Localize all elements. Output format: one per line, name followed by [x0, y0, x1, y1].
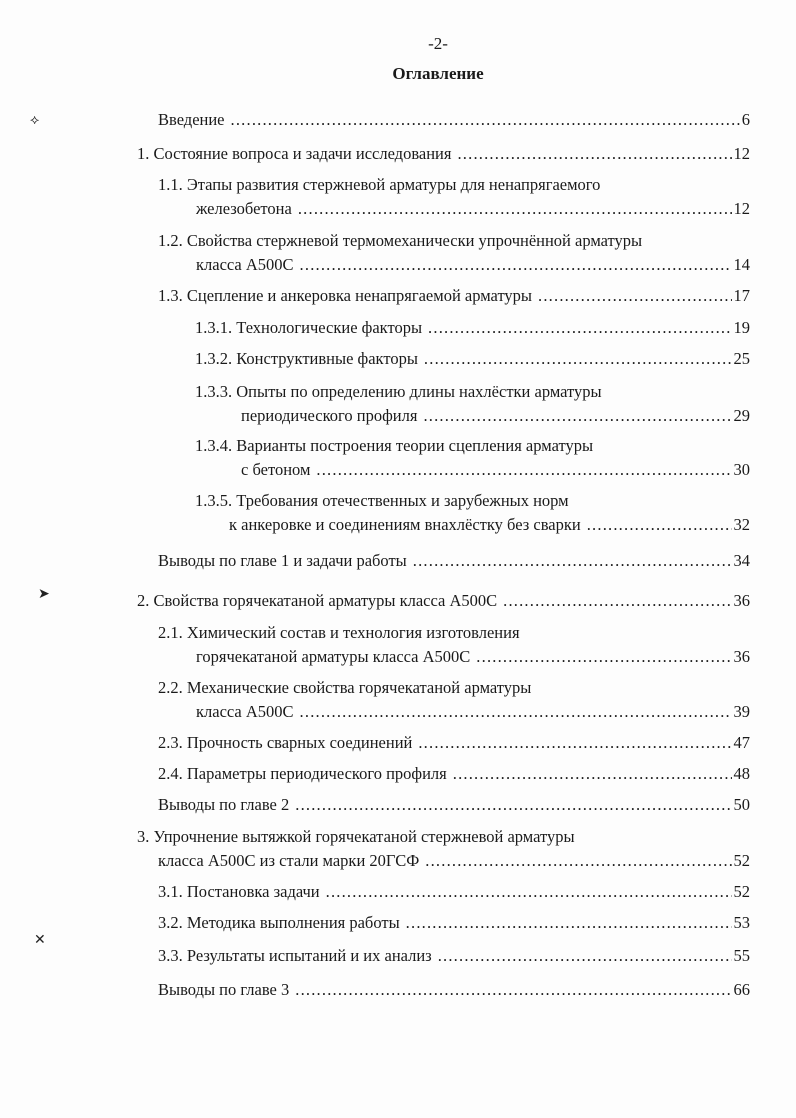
toc-entry-text: железобетона	[196, 199, 292, 218]
toc-entry-3-1[interactable]	[158, 880, 750, 904]
toc-entry-2-1[interactable]	[158, 621, 750, 669]
toc-page-number: 36	[733, 647, 750, 666]
toc-entry-text: горячекатаной арматуры класса А500С	[196, 647, 471, 666]
toc-entry-chapter-2[interactable]	[137, 589, 750, 613]
document-title: Оглавление	[392, 64, 484, 83]
toc-page-number: 55	[733, 946, 750, 965]
margin-mark-2-icon: ➤	[38, 586, 50, 602]
margin-mark-1-icon: ⟡	[30, 112, 40, 128]
toc-page-number: 17	[733, 286, 750, 305]
toc-entry-2-2[interactable]	[158, 676, 750, 724]
toc-entry-text: 3.3. Результаты испытаний и их анализ	[158, 946, 432, 965]
toc-entry-1-3-4[interactable]	[195, 434, 750, 482]
toc-entry-1-3[interactable]	[158, 284, 750, 308]
toc-page-number: 25	[733, 349, 750, 368]
toc-entry-2-4[interactable]	[158, 762, 750, 786]
toc-page-number: 52	[733, 851, 750, 870]
toc-entry-text-line-1: 1.3.4. Варианты построения теории сцепления арматуры	[195, 436, 594, 455]
toc-entry-text-line-1: 1.2. Свойства стержневой термомеханически упрочнённой арматуры	[158, 231, 643, 250]
toc-entry-text: Выводы по главе 1 и задачи работы	[158, 551, 407, 570]
toc-page-number: 14	[733, 255, 750, 274]
toc-page-number: 6	[741, 110, 750, 129]
toc-entry-text: к анкеровке и соединениям внахлёстку без сварки	[229, 515, 581, 534]
toc-page-number: 32	[733, 515, 750, 534]
toc-entry-text-line-1: 2.1. Химический состав и технология изготовления	[158, 623, 520, 642]
toc-page-number: 66	[733, 980, 750, 999]
toc-entry-1-3-5[interactable]	[195, 489, 750, 537]
toc-entry-conclusions-1[interactable]	[158, 549, 750, 573]
toc-page-number: 48	[733, 764, 750, 783]
toc-page-number: 12	[733, 144, 750, 163]
toc-page-number: 36	[733, 591, 750, 610]
toc-entry-text: Выводы по главе 2	[158, 795, 290, 814]
toc-entry-text-line-1: 1.3.5. Требования отечественных и зарубежных норм	[195, 491, 569, 510]
toc-page-number: 53	[733, 913, 750, 932]
toc-page-number: 12	[733, 199, 750, 218]
toc-entry-text-line-1: 1.1. Этапы развития стержневой арматуры для ненапрягаемого	[158, 175, 601, 194]
toc-entry-1-1[interactable]	[158, 173, 750, 221]
toc-entry-text: Введение	[158, 110, 225, 129]
toc-entry-conclusions-2[interactable]	[158, 793, 750, 817]
toc-entry-text-line-1: 1.3.3. Опыты по определению длины нахлёстки арматуры	[195, 382, 602, 401]
toc-entry-text: 3.1. Постановка задачи	[158, 882, 320, 901]
margin-mark-3-icon: ✕	[34, 932, 46, 948]
toc-entry-text: класса А500С из стали марки 20ГСФ	[158, 851, 420, 870]
toc-page-number: 19	[733, 318, 750, 337]
toc-entry-2-3[interactable]	[158, 731, 750, 755]
toc-page-number: 30	[733, 460, 750, 479]
toc-entry-text: Выводы по главе 3	[158, 980, 290, 999]
toc-entry-conclusions-3[interactable]	[158, 978, 750, 1002]
toc-page-number: 52	[733, 882, 750, 901]
toc-page-number: 39	[733, 702, 750, 721]
toc-entry-intro[interactable]	[158, 108, 750, 132]
page-number: -2-	[428, 34, 448, 53]
toc-entry-1-2[interactable]	[158, 229, 750, 277]
toc-entry-chapter-1[interactable]	[137, 142, 750, 166]
toc-entry-text: 3.2. Методика выполнения работы	[158, 913, 400, 932]
toc-entry-text: 1.3. Сцепление и анкеровка ненапрягаемой арматуры	[158, 286, 533, 305]
toc-page-number: 34	[733, 551, 750, 570]
toc-page-number: 50	[733, 795, 750, 814]
toc-entry-text: класса А500С	[196, 255, 294, 274]
toc-entry-text-line-1: 2.2. Механические свойства горячекатаной арматуры	[158, 678, 532, 697]
toc-entry-text: периодического профиля	[241, 406, 418, 425]
toc-entry-text: 1.3.2. Конструктивные факторы	[195, 349, 418, 368]
toc-entry-text: с бетоном	[241, 460, 311, 479]
toc-entry-text: 2.3. Прочность сварных соединений	[158, 733, 413, 752]
toc-entry-text: 2.4. Параметры периодического профиля	[158, 764, 447, 783]
toc-entry-text-line-1: 3. Упрочнение вытяжкой горячекатаной стержневой арматуры	[137, 827, 575, 846]
toc-entry-1-3-1[interactable]	[195, 316, 750, 340]
toc-entry-text: 2. Свойства горячекатаной арматуры класса А500С	[137, 591, 498, 610]
toc-entry-1-3-3[interactable]	[195, 380, 750, 428]
toc-entry-3-3[interactable]	[158, 944, 750, 968]
toc-entry-text: класса А500С	[196, 702, 294, 721]
toc-page-number: 47	[733, 733, 750, 752]
toc-entry-chapter-3[interactable]	[137, 825, 750, 873]
toc-entry-3-2[interactable]	[158, 911, 750, 935]
toc-page-number: 29	[733, 406, 750, 425]
toc-entry-text: 1.3.1. Технологические факторы	[195, 318, 423, 337]
toc-entry-text: 1. Состояние вопроса и задачи исследования	[137, 144, 452, 163]
toc-entry-1-3-2[interactable]	[195, 347, 750, 371]
